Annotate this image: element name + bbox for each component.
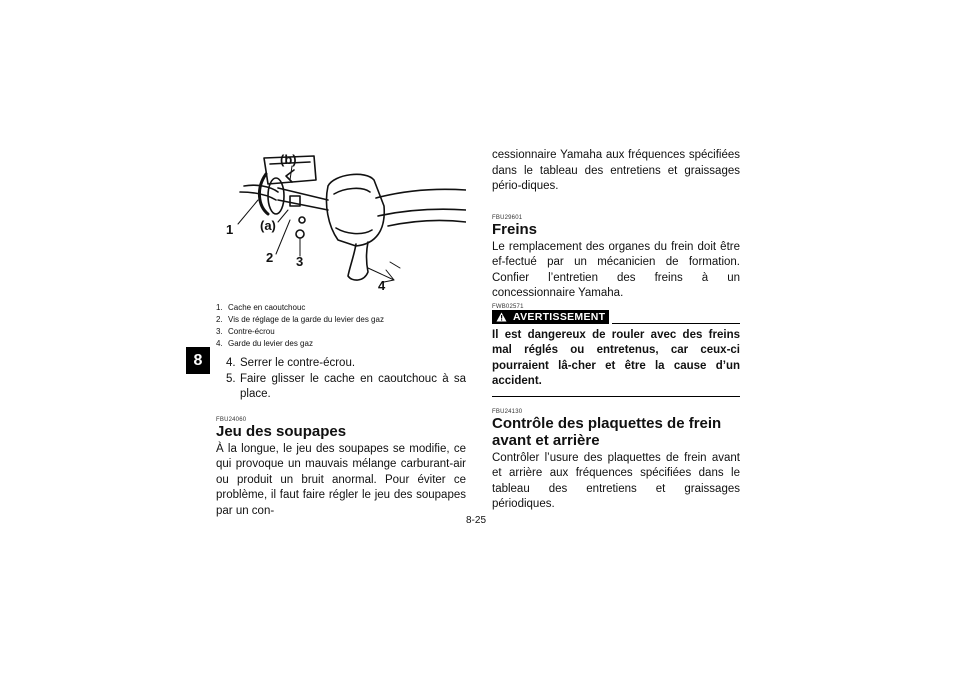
throttle-lever-illustration <box>216 140 466 298</box>
warning-triangle-icon <box>496 312 507 322</box>
section-title: Freins <box>492 220 538 238</box>
procedure-steps <box>216 356 466 403</box>
warning-text: Il est dangereux de rouler avec des freins mal réglés ou entretenus, car ceux-ci pourraient lâ-cher et être la cause d’un accident. <box>492 328 740 387</box>
section-code: FBU24060 <box>216 416 247 423</box>
callout-b: (b) <box>280 152 297 167</box>
callout-4: 4 <box>378 278 386 293</box>
section-code: FBU29601 <box>492 214 523 221</box>
warning-code: FWB02571 <box>492 303 524 310</box>
section-title: Jeu des soupapes <box>216 422 347 440</box>
callout-a: (a) <box>260 218 276 233</box>
caption-item: 4. Garde du levier des gaz <box>216 339 313 348</box>
warning-label: AVERTISSEMENT <box>513 310 606 323</box>
section-tab: 8 <box>186 347 210 374</box>
section-body: Contrôler l’usure des plaquettes de frein avant et arrière aux fréquences spécifiées dans le tableau des entretiens et graissages périodiques. <box>492 451 740 510</box>
page-number: 8-25 <box>466 515 487 526</box>
section-title: Contrôle des plaquettes de frein avant et arrière <box>492 414 722 449</box>
section-body: À la longue, le jeu des soupapes se modifie, ce qui provoque un mauvais mélange carburant-air ou produit un bruit anormal. Pour éviter ce problème, il faut faire régler le jeu des soupapes par un con- <box>216 442 466 517</box>
section-body: Le remplacement des organes du frein doit être ef-fectué par un mécanicien de formation. Confier l’entretien des freins à un concessionnaire Yamaha. <box>492 240 740 299</box>
callout-3: 3 <box>296 254 304 269</box>
callout-1: 1 <box>226 222 234 237</box>
continued-paragraph: cessionnaire Yamaha aux fréquences spécifiées dans le tableau des entretiens et graissages pério-diques. <box>492 149 740 192</box>
figure-captions <box>216 302 466 350</box>
warning-badge <box>492 310 609 324</box>
right-column <box>492 148 740 513</box>
throttle-lever-drawing <box>216 140 466 298</box>
step-item: 4. Serrer le contre-écrou. <box>226 357 356 369</box>
caption-item: 1. Cache en caoutchouc <box>216 303 306 312</box>
step-item: 5. Faire glisser le cache en caoutchouc à sa place. <box>226 372 466 400</box>
warning-rule <box>612 323 740 324</box>
caption-item: 3. Contre-écrou <box>216 327 275 336</box>
callout-2: 2 <box>266 250 274 265</box>
caption-item: 2. Vis de réglage de la garde du levier des gaz <box>216 315 384 324</box>
warning-header <box>492 310 740 324</box>
warning-end-rule <box>492 396 740 397</box>
section-code: FBU24130 <box>492 408 523 415</box>
warning-block <box>492 304 740 397</box>
left-column <box>216 140 466 519</box>
